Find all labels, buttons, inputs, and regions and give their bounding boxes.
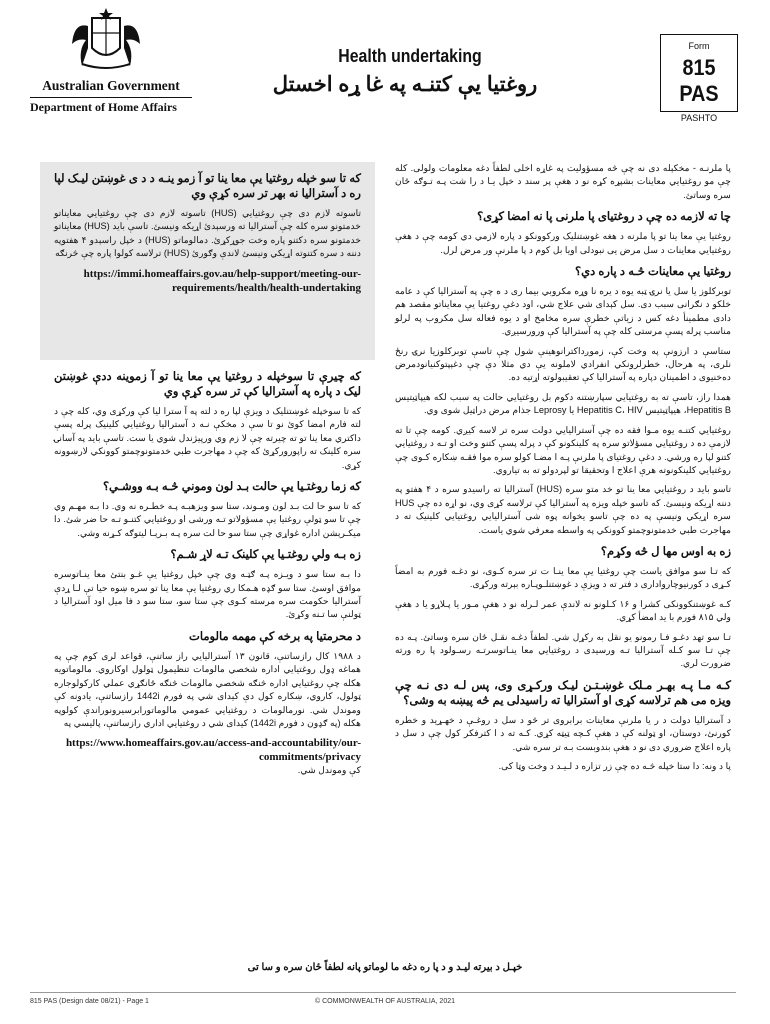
form-number-box (660, 34, 738, 123)
privacy-heading: د محرمتیا په برخه کې مهمه مالومات (189, 630, 361, 643)
box-heading: که تا سو خپله روغتیا یې معا ینا تو آ زمو ینـه د د ی غوښتن لیـک لپا ره د آسترالیا نه بهر تر سره کړې وي (54, 173, 361, 200)
form-number: 815 PAS (679, 55, 719, 106)
section-heading: زه بـه ولي روغتـیا یې کلینک تـه لاړ شـم؟ (170, 549, 361, 562)
privacy-link[interactable]: https://www.homeaffairs.gov.au/access-and-accountability/our-commitments/privacy (65, 737, 361, 764)
section-body: تاسو باید د روغتیایي معا ینا تو خد متو سره (HUS) آسترالیا ته راسیدو سره د ۴ هفتو په دننه اړیکه ونیسئ. که تاسو خپله ویزه په آسترالیا کې ترلاسه کړی وي، نو اړه ده چې HUS سره اړیکي ونیسې په ده چې تاسو یخوانه پوه شی آسترالیایي روغتیایي کلینیک ته د مهاجرت طبي خدمتونوچمتو کوونکي په واسطه معرفي شوي یاست. (395, 484, 731, 535)
health-undertaking-link[interactable]: https://immi.homeaffairs.gov.au/help-support/meeting-our-requirements/health/health-undertaking (83, 267, 361, 294)
privacy-tail: کې وموندل شي. (297, 765, 361, 776)
section-body: پا د ونه: دا ستا خپله څـه ده چې زر تزاره د لـیـد د وخت وټا کی. (498, 761, 731, 771)
section-heading: که زما روغتـیا یې حالت بـد لون وموني څـه بـه ووشـي؟ (102, 481, 361, 494)
section-body: تـا سو تهد دغـو فـا رمونو یو نقل به رکړل شي. لطفاً دغـه نقـل ځان سره وساتئ. پـه ده چې تـا سو کـله آسترالیا تـه ورسیدی د روغتیایي معا ینـاتوسرتـه رسـولود پا ره ورته ضرورت لري. (395, 631, 731, 669)
overseas-health-check-box (40, 162, 375, 360)
section-body: که تـا سو موافق یاست چې روغتیا یې معا ینـا ت تر سره کـوی، نو دغـه فورم به امضاً کـړی د کورنیوچارواداری د فتر ته د ویزې د غوښتنلـوپـاره بېرته ورکړی. (395, 565, 731, 590)
left-column (40, 362, 375, 784)
footer-copyright: © COMMONWEALTH OF AUSTRALIA, 2021 (315, 998, 455, 1005)
title-pashto: روغتیا یې کتنـه په غا ړه اخستل (272, 73, 538, 96)
keep-page-note: خپـل د بیرته لیـد و د پا ره دغه ما لوماتو پانه لطفاً ځان سره و سا تی (247, 962, 523, 973)
section-body: د آسترالیا دولت د ر یا ملرنې معاینات برابروی تر څو د سل د روغـې د خهـړید و خطره کورنئ، دوستان، او ټولنه کې د هغې کـچه ټیټه کړي. کـه ته د ا کترفکر کول چې د سل د پاره اعلاج ضروري دی نو د هغې بندوبست بـه تر سره شي. (395, 714, 731, 752)
privacy-body: د ۱۹۸۸ کال رازساتنې، قانون ۱۳ آسترالیایي راز ساتنې، قواعد لری کوم چې په هماغه ډول روغتیایي اداره شخصي مالومات تنظیمول ټولول اوکاروي. مالوماتویه هکله چې روغتیایي اداره څنګه شخصي مالومات څنګه ځانګړي عملي کارکولوجاره ټولول، کاروي، ښکاره کول دې کیدای شي په فورم 1442i رازساتنې، یادونه کې وموندل شي. نورمالومات د روغتیایي عمومي مالوماتورابرسیرونوراندې کولوپه هکله (په ګډون د فورم 1442i) کیدای شي د روغتیایي اداري رازساتنې، پالیسي په (54, 650, 361, 728)
section-body: دا بـه ستا سو د ویـزه پـه ګټـه وي چې خپل روغتیا یې غـو بنتئ معا ینـاتوسره موافق اوسئ. ستا سو ګډه هـمکا ري روغتیا یې معا ینا تو سره ښوه حیا تې لـا ړدې آسترالیا حکومت سره مرسته کـوی چې ستا سو، ستا سو د فا میل اود آسترالیا د ټولنې سا تـنه وکړئ. (54, 569, 361, 620)
section-body: روغتیایي کتنـه یوه مـوا فقه ده چې آسترالیایي دولت سره تر لاسه کیږي. کومه چې تا ته لازمې ده د روغتیایي مسؤلاتو سره په کلینکونو کې د پرله پسې کتنو وخت او تـه د روغتیایي کتنو لپا ره ورشي. د دغې روغتیای پا ملرنې پـه ا مضـا کولو سره موا فقـه ښکاره کـوی چې روغتیایي کلینکونو‌ته هرې اعلاج ا وتحقیقا تو لپردولو ته به تیاروي. (395, 424, 731, 475)
intro-note: پا ملرنـه - مخکېله دی نه چې څه مسؤولیت په غاړه اخلی لطفاً دغه معلومات ولولی. کله چې مو روغتیایي معاینات بشپړه کړه نو د هغې پر سند د خپل یـا د را شت پـه تـوګه ځان سره وساتئ. (395, 163, 731, 200)
coat-of-arms-logo (64, 8, 148, 72)
section-body: که تا سوخپله غوښتنلیک د ویزې لپا ره د لته په آ سترا لیا کې ورکړی وي، کله چې د لته فارم امضا کوئ نو تا سې د مخکې نـه د آسترالیا روغتیایي کلینیک پرله پسې داکتري معا ینا تو ته چیرته چې لا زم وي ورپیژندل شوي یا ست. تاسې باید په آسانۍ سره کلینک ته راپورورکړئ که چې د مهاجرت طبي خدمتونوچمتو کوونکي لارښوونه کړي. (54, 406, 361, 470)
section-body: که تا سو حا لت بـد لون ومـوند، ستا سو ویزهبـه پـه خطـره نه وي. دا بـه مهـم وي چې تا سو ټولې روغتیا یې مسؤولاتو تـه ورشی او روغتیایي کتنـو تـه حا ضر شئ. دا میکـرېشن اداره غواړي چې ستا سو حا لت سره پـه بـرېـا لیتوګه کـړنه وشي. (54, 501, 361, 538)
section-body: کـه غوښتنکوونکی کشرا و ۱۶ کـلونو نه لاندې عمر لـرله نو د هغې مـور یا پـلاړو یا د هغې ولي ۸۱۵ فورم با ید امضأ کړي. (395, 598, 731, 623)
section-heading: روغتیا یې معاینات څـه د پاره دي؟ (574, 266, 731, 279)
footer-divider (30, 992, 736, 993)
section-heading: که چیرې تا سوخپله د روغتیا یې معا ینا تو آ زموینه ددې غوښتن لیک د پاره په آسترالیا کې تر سره کړې وي (54, 371, 361, 398)
section-heading: کـه مـا پـه بهـر مـلک غوښـتـن لیـک ورکـړی وی، پس لـه دی نـه چې ویزه می هم ترلاسه کړی او آسترالیا ته راسیدلی یم څه پیښه به وشی؟ (395, 679, 731, 707)
box-body: تاسوته لازم دی چې روغتیایي (HUS) تاسوته لازم دی چې روغتیایي معایناتو خدمتونو سره کله چې آسترالیا ته ورسېدئ اړیکه ونیسئ. تاسې باید (HUS) معایناتو خدمتونو سره دکتنو پاره وخت جوړکړئ. دمالوماتو (HUS) د خپل راسېدو ۴ هفتوپه دننه د سره کتنوته اړیکي ونیسئ لاندې وګورئ (HUS) ترلاسه کولوا پاره چې څرنګه (54, 208, 362, 259)
footer-form-info: 815 PAS (Design date 08/21) - Page 1 (30, 998, 149, 1005)
form-label: Form (688, 41, 710, 51)
section-body: توبرکلوز یا سل یا نرۍ ټبه یوه د یره نا وړه مکروبي بیما ری د ه چې په آسترالیا کې د عامه خلکو د نګرانی سبب دی. سل کېدای شي علاج شي، اود دغې روغتیا یې معایناتو مقصد هم دادی مطمینأ دغه کس د زیاتې خطرې سره مخامخ او د یوه فعاله سل مکروب په لرلو مناسب پرله پسې مرستی کله چې په آسترالیا کې ورورسیږي. (395, 286, 731, 337)
section-body: ستاسې د ارزونې په وخت کې، زموږداکترانوهینې شول چې تاسې توبرکلوزیا نرۍ رنځ نلری، په هرحال، خطرلرونکي انفرادي لاملونه یې دي مثلا دې چې دغېپتوکنیانودمرض ده‌خنیوی د اطمینان دپاره په آسترالیا کې تعقیبولوته اړتیه ده. (395, 345, 731, 383)
section-body: روغتیا یې معا ینا تو پا ملرنه د هغه غوښتنلیک ورکوونکو د پاره لازمي دي کومه چې د هغې روغتیایي معاینات د سل مرض یی نبودلی اویا بل کوم د پا ملرنې ور مرض لرل. (395, 231, 731, 255)
section-heading: چا ته لازمه ده چې د روغتیای پا ملرنی پا نه امضا کړی؟ (477, 211, 731, 224)
form-language: PASHTO (680, 113, 718, 123)
right-column (395, 162, 735, 779)
department-name: Department of Home Affairs (30, 100, 177, 114)
section-heading: زه به اوس مها ل څه وکړم؟ (600, 545, 731, 558)
government-name: Australian Government (30, 78, 192, 98)
section-body: همدا راز، تاسې ته به روغتیایي سپارښتنه دکوم بل روغتیایي حالت په سبب لکه هیپاټیتیس Hepatitis B، هیپاټیتیس Hepatitis C، HIV یا Leprosy جذام مرض دراټیل شوی وي. (395, 391, 731, 416)
title-english: Health undertaking (338, 46, 482, 66)
